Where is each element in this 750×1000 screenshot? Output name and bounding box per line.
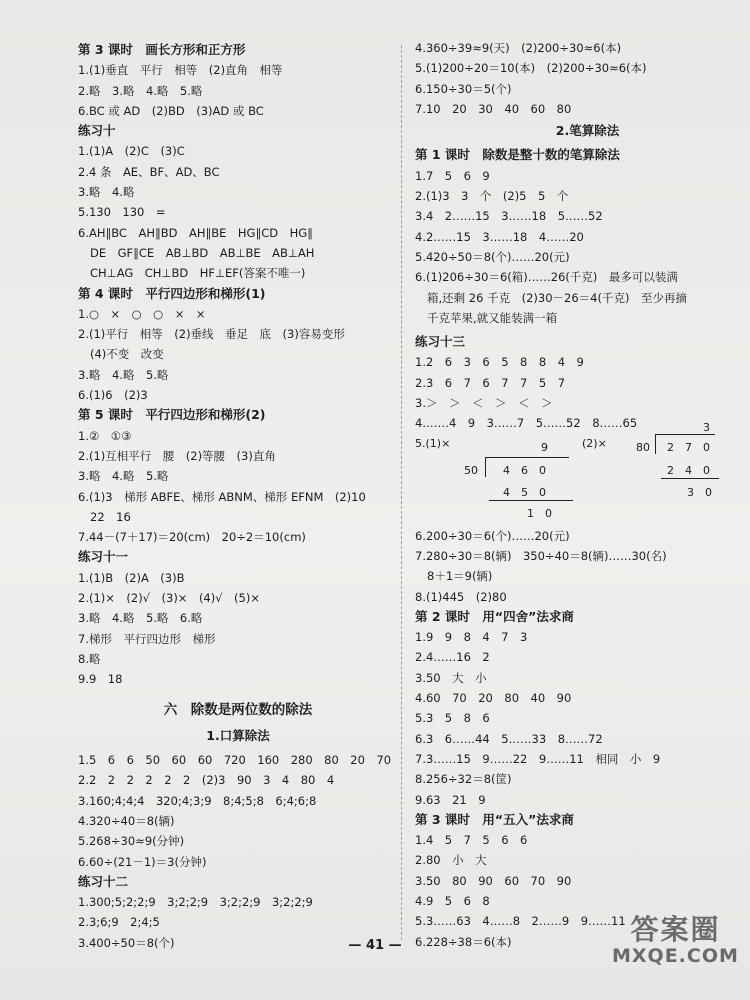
answer-line: 6.150÷30＝5(个) xyxy=(415,81,512,96)
answer-line: 3.160;4;4;4 320;4;3;9 8;4;5;8 6;4;6;8 xyxy=(78,793,317,808)
dividend: 4 6 0 xyxy=(503,463,546,477)
right-column xyxy=(415,38,720,952)
subsection-title: 2.笔算除法 xyxy=(555,123,620,139)
answer-line: 4.320÷40＝8(辆) xyxy=(78,813,175,828)
answer-line: 1.300;5;2;2;9 3;2;2;9 3;2;2;9 3;2;2;9 xyxy=(78,895,313,910)
answer-line: 6.BC 或 AD (2)BD (3)AD 或 BC xyxy=(78,103,264,118)
answer-line: 6.60÷(21－1)＝3(分钟) xyxy=(78,854,207,869)
answer-line: 1.7 5 6 9 xyxy=(415,168,490,183)
answer-line: 22 16 xyxy=(90,509,131,524)
divisor: 50 xyxy=(464,463,478,477)
section-title: 练习十二 xyxy=(78,873,129,889)
answer-label: (2)× xyxy=(582,436,607,450)
answer-line: 7.3……15 9……22 9……11 相同 小 9 xyxy=(415,751,661,766)
division-bracket xyxy=(485,457,569,458)
section-title: 第 2 课时 用“四舍”法求商 xyxy=(415,608,574,624)
answer-line: 6.228÷38＝6(本) xyxy=(415,934,512,949)
answer-line: 2.3 6 7 6 7 7 5 7 xyxy=(415,375,566,390)
answer-line: (4)不变 改变 xyxy=(90,347,164,362)
subtraction-line xyxy=(489,500,573,501)
left-column xyxy=(78,40,398,953)
answer-line: 5.130 130 = xyxy=(78,205,166,220)
answer-line: 1.(1)垂直 平行 相等 (2)直角 相等 xyxy=(78,63,283,78)
section-title: 第 3 课时 用“五入”法求商 xyxy=(415,811,574,827)
answer-line: 2.4 条 AE、BF、AD、BC xyxy=(78,164,220,179)
page-number: — 41 — xyxy=(348,938,402,953)
answer-line: 1.2 6 3 6 5 8 8 4 9 xyxy=(415,355,584,370)
watermark-url: MXQE.COM xyxy=(612,945,739,967)
answer-line: 1.② ①③ xyxy=(78,428,132,443)
answer-line: 4.60 70 20 80 40 90 xyxy=(415,691,572,706)
answer-line: 3.4 2……15 3……18 5……52 xyxy=(415,209,603,224)
answer-line: 2.2 2 2 2 2 2 (2)3 90 3 4 80 4 xyxy=(78,773,335,788)
quotient: 3 xyxy=(703,420,710,434)
answer-line: 6.(1)3 梯形 ABFE、梯形 ABNM、梯形 EFNM (2)10 xyxy=(78,489,366,504)
division-bracket xyxy=(485,457,486,477)
answer-line: 5.3……63 4……8 2……9 9……11 xyxy=(415,914,626,929)
answer-line: 箱,还剩 26 千克 (2)30－26＝4(千克) 至少再摘 xyxy=(427,290,687,305)
section-title: 第 1 课时 除数是整十数的笔算除法 xyxy=(415,147,620,163)
answer-line: 9.9 18 xyxy=(78,672,123,687)
answer-line: 1.(1)B (2)A (3)B xyxy=(78,570,185,585)
remainder: 3 0 xyxy=(687,485,712,499)
answer-line: 1.(1)A (2)C (3)C xyxy=(78,144,185,159)
answer-line: 6.3 6……44 5……33 8……72 xyxy=(415,731,603,746)
section-title: 第 4 课时 平行四边形和梯形(1) xyxy=(78,285,266,301)
subtraction-line xyxy=(661,478,719,479)
answer-line: 1.5 6 6 50 60 60 720 160 280 80 20 70 xyxy=(78,753,392,768)
answer-line: 2.(1)× (2)√ (3)× (4)√ (5)× xyxy=(78,591,260,606)
answer-line: DE GF∥CE AB⊥BD AB⊥BE AB⊥AH xyxy=(90,245,315,260)
answer-line: 1.9 9 8 4 7 3 xyxy=(415,630,528,645)
column-divider xyxy=(401,45,402,940)
answer-line: 2.3;6;9 2;4;5 xyxy=(78,915,160,930)
division-bracket xyxy=(655,434,715,435)
chapter-title: 六 除数是两位数的除法 xyxy=(163,701,313,718)
answer-line: 2.(1)3 3 个 (2)5 5 个 xyxy=(415,189,569,204)
answer-line: 8＋1＝9(辆) xyxy=(427,569,493,584)
answer-line: 3.略 4.略 5.略 xyxy=(78,367,169,382)
answer-line: 8.256÷32＝8(筐) xyxy=(415,772,512,787)
answer-line: 3.400÷50＝8(个) xyxy=(78,935,175,950)
dividend: 2 7 0 xyxy=(667,440,710,454)
answer-line: 4.9 5 6 8 xyxy=(415,893,490,908)
section-title: 练习十三 xyxy=(415,334,466,350)
answer-line: 4.2……15 3……18 4……20 xyxy=(415,229,584,244)
quotient: 9 xyxy=(541,440,548,454)
answer-line: 3.50 80 90 60 70 90 xyxy=(415,873,572,888)
answer-label: 5.(1)× xyxy=(415,436,451,450)
answer-line: 3.略 4.略 xyxy=(78,185,135,200)
subsection-title: 1.口算除法 xyxy=(206,727,270,743)
answer-line: 2.略 3.略 4.略 5.略 xyxy=(78,83,203,98)
answer-line: 5.268÷30≈9(分钟) xyxy=(78,834,185,849)
answer-line: 2.(1)平行 相等 (2)垂线 垂足 底 (3)容易变形 xyxy=(78,327,345,342)
answer-line: 3.＞ ＞ ＜ ＞ ＜ ＞ xyxy=(415,396,553,411)
answer-line: 8.(1)445 (2)80 xyxy=(415,589,507,604)
answer-line: 5.420÷50＝8(个)……20(元) xyxy=(415,249,570,264)
answer-line: 3.50 大 小 xyxy=(415,670,487,685)
answer-line: 2.(1)互相平行 腰 (2)等腰 (3)直角 xyxy=(78,448,276,463)
answer-line: 千克苹果,就又能装满一箱 xyxy=(427,310,558,325)
answer-line: 1.○ × ○ ○ × × xyxy=(78,306,206,321)
remainder: 1 0 xyxy=(527,506,552,520)
section-title: 第 5 课时 平行四边形和梯形(2) xyxy=(78,407,266,423)
watermark-logo xyxy=(612,915,739,967)
answer-line: 5.3 5 8 6 xyxy=(415,711,490,726)
answer-line: 2.80 小 大 xyxy=(415,853,487,868)
section-title: 练习十一 xyxy=(78,549,129,565)
section-title: 练习十 xyxy=(78,123,116,139)
answer-line: 7.梯形 平行四边形 梯形 xyxy=(78,631,216,646)
answer-line: 7.44－(7＋17)＝20(cm) 20÷2＝10(cm) xyxy=(78,530,306,545)
answer-line: 9.63 21 9 xyxy=(415,792,486,807)
divisor: 80 xyxy=(636,440,650,454)
answer-line: 5.(1)200÷20＝10(本) (2)200÷30≈6(本) xyxy=(415,61,647,76)
answer-line: 7.280÷30＝8(辆) 350÷40＝8(辆)……30(名) xyxy=(415,548,667,563)
answer-line: 6.(1)206÷30＝6(箱)……26(千克) 最多可以装满 xyxy=(415,270,678,285)
answer-line: 6.(1)6 (2)3 xyxy=(78,388,148,403)
answer-line: CH⊥AG CH⊥BD HF⊥EF(答案不唯一) xyxy=(90,266,306,281)
answer-line: 8.略 xyxy=(78,651,101,666)
answer-line: 3.略 4.略 5.略 xyxy=(78,469,169,484)
section-title: 第 3 课时 画长方形和正方形 xyxy=(78,42,246,57)
division-bracket xyxy=(655,434,656,454)
answer-line: 2.4……16 2 xyxy=(415,650,490,665)
answer-line: 4.360÷39≈9(天) (2)200÷30≈6(本) xyxy=(415,41,622,55)
watermark-text: 答案圈 xyxy=(630,913,721,946)
product: 4 5 0 xyxy=(503,485,546,499)
answer-line: 1.4 5 7 5 6 6 xyxy=(415,833,528,848)
answer-line: 4.……4 9 3……7 5……52 8……65 xyxy=(415,416,638,431)
answer-line: 6.AH∥BC AH∥BD AH∥BE HG∥CD HG∥ xyxy=(78,225,313,240)
answer-line: 3.略 4.略 5.略 6.略 xyxy=(78,611,203,626)
answer-line: 7.10 20 30 40 60 80 xyxy=(415,101,572,116)
product: 2 4 0 xyxy=(667,463,710,477)
answer-line: 6.200÷30＝6(个)……20(元) xyxy=(415,528,570,543)
